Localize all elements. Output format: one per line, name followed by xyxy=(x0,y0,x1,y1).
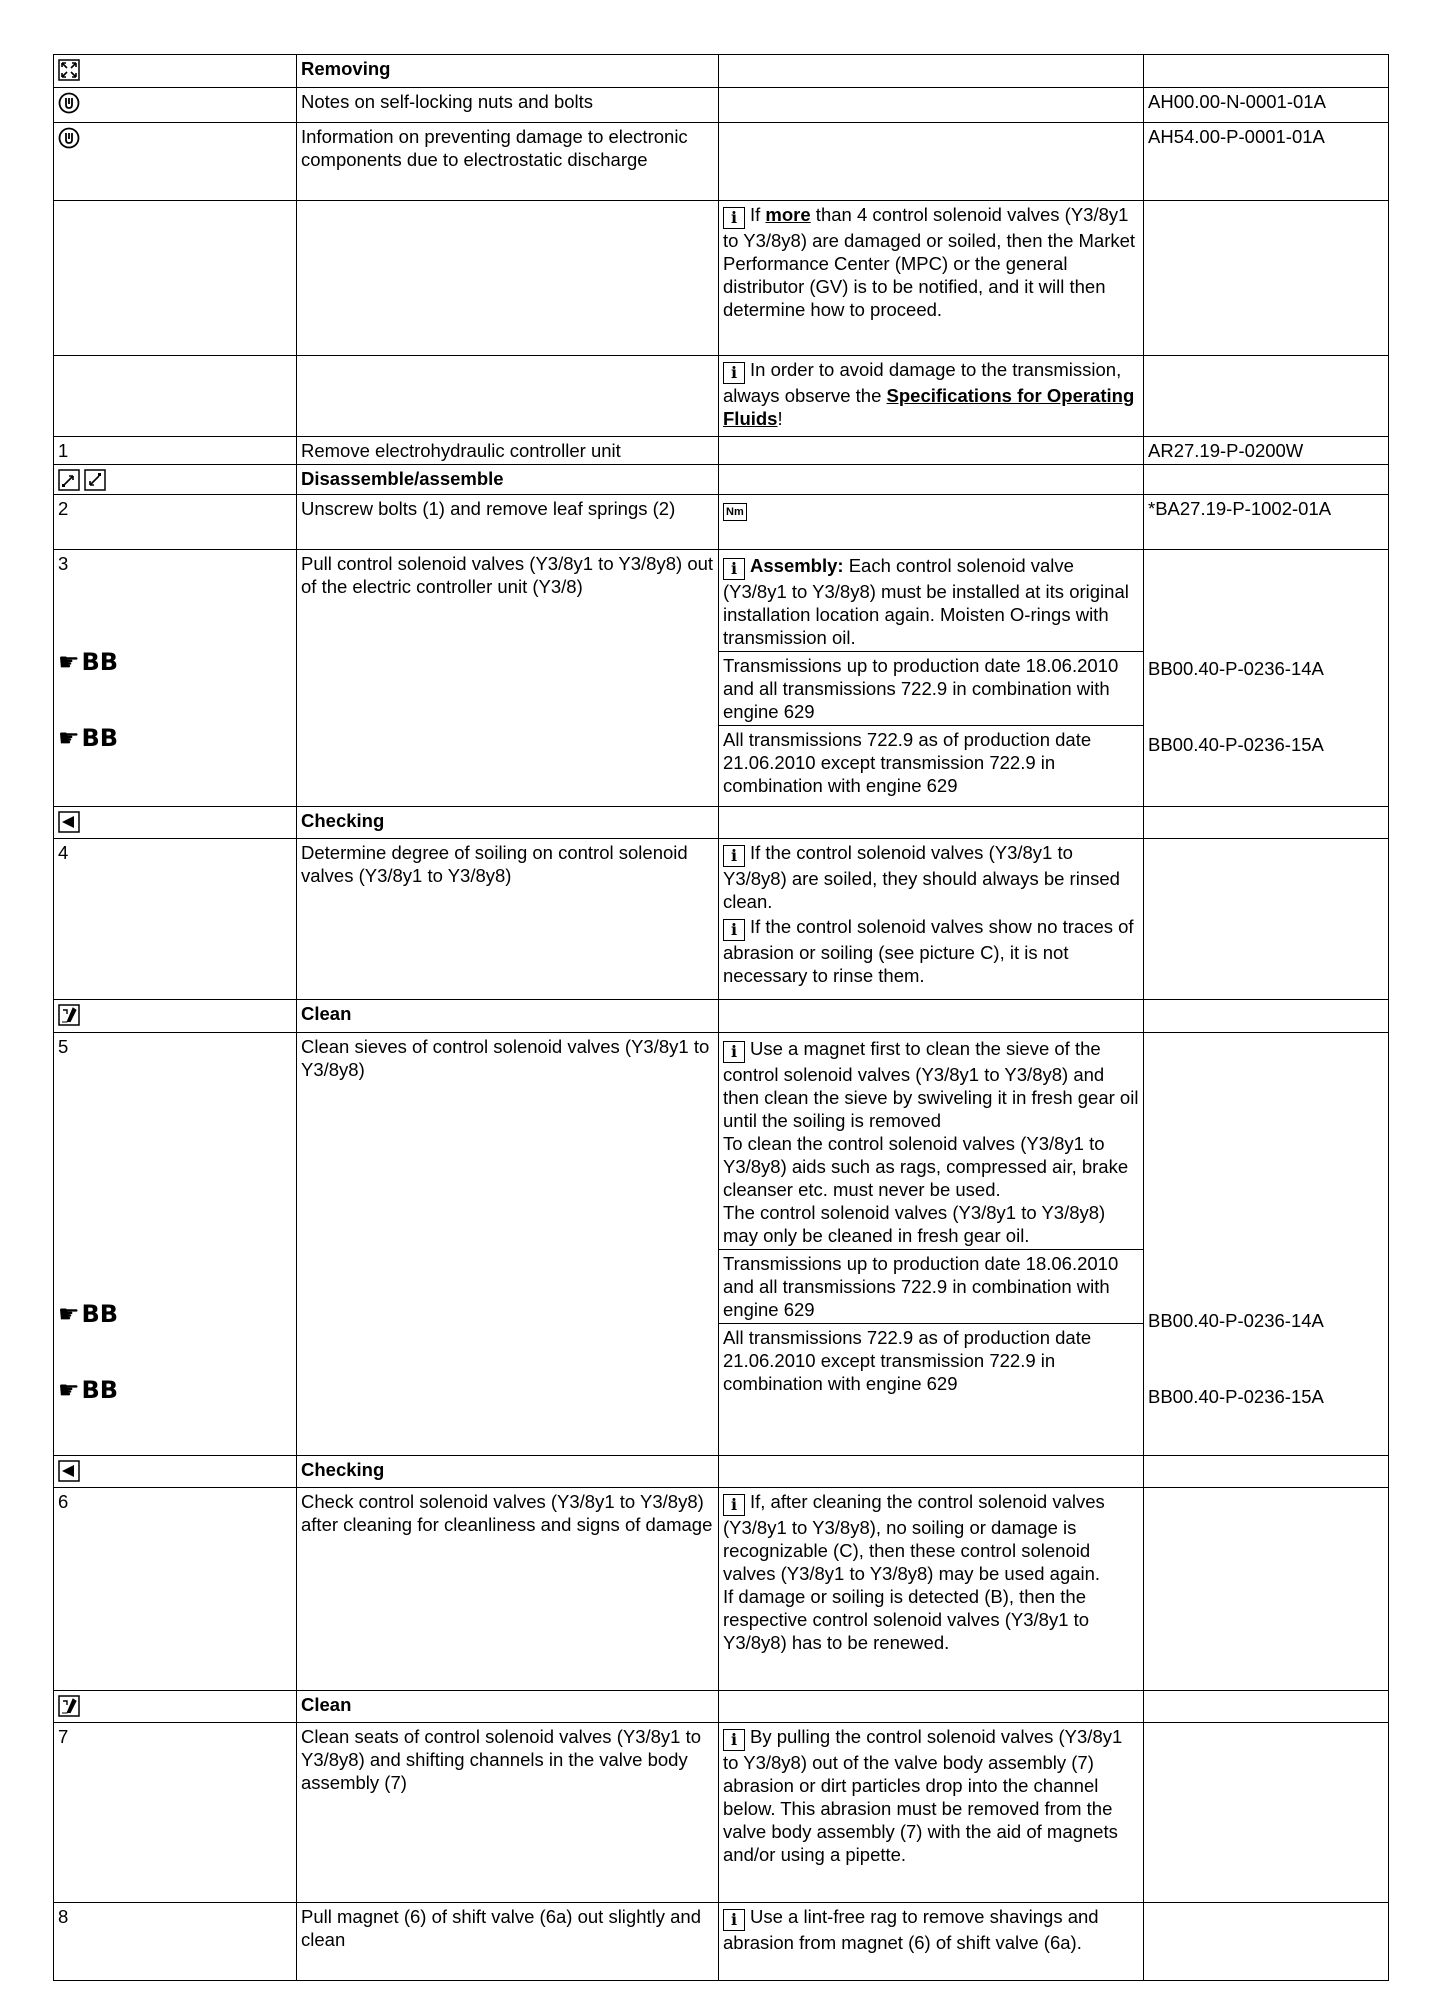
step-text: Pull control solenoid valves (Y3/8y1 to Y3/8y8) out of the electric controller unit (Y3/8) xyxy=(297,550,719,807)
torque-icon: Nm xyxy=(723,503,747,521)
step-text: Clean seats of control solenoid valves (Y3/8y1 to Y3/8y8) and shifting channels in the valve body assembly (7) xyxy=(297,1723,719,1903)
condition-note: All transmissions 722.9 as of production date 21.06.2010 except transmission 722.9 in combination with engine 629 xyxy=(719,725,1143,799)
table-row xyxy=(54,356,1389,437)
info-icon: i xyxy=(723,558,745,580)
step-number: 3 xyxy=(58,553,69,574)
checking-icon xyxy=(58,811,80,833)
info-icon: i xyxy=(723,845,745,867)
table-row xyxy=(54,1456,1389,1488)
table-row xyxy=(54,201,1389,356)
warning-note: The control solenoid valves (Y3/8y1 to Y3/8y8) may only be cleaned in fresh gear oil. xyxy=(723,1202,1106,1246)
notes-icon xyxy=(58,92,80,114)
info-icon: i xyxy=(723,207,745,229)
removing-icon-cell xyxy=(54,55,297,88)
warning-note: If damage or soiling is detected (B), then the respective control solenoid valves (Y3/8y1 to Y3/8y8) has to be renewed. xyxy=(723,1586,1090,1653)
step-text: Clean sieves of control solenoid valves (Y3/8y1 to Y3/8y8) xyxy=(297,1033,719,1456)
disassemble-icon xyxy=(58,469,80,491)
warning-note: To clean the control solenoid valves (Y3/8y1 to Y3/8y8) aids such as rags, compressed air, brake cleanser etc. must never be used. xyxy=(723,1133,1129,1200)
table-row xyxy=(54,1903,1389,1981)
condition-note: All transmissions 722.9 as of production date 21.06.2010 except transmission 722.9 in combination with engine 629 xyxy=(719,1323,1143,1397)
condition-note: Transmissions up to production date 18.06.2010 and all transmissions 722.9 in combination with engine 629 xyxy=(719,651,1143,725)
reference-link[interactable]: AH00.00-N-0001-01A xyxy=(1144,88,1389,123)
section-title: Clean xyxy=(297,1000,719,1033)
condition-note: Transmissions up to production date 18.06.2010 and all transmissions 722.9 in combination with engine 629 xyxy=(719,1249,1143,1323)
step-number: 8 xyxy=(54,1903,297,1981)
section-title: Removing xyxy=(297,55,719,88)
section-title: Disassemble/assemble xyxy=(297,465,719,495)
info-icon: i xyxy=(723,362,745,384)
bb-reference-marker: ☛ BB xyxy=(58,1376,119,1404)
step-number: 2 xyxy=(54,495,297,550)
step-text: Pull magnet (6) of shift valve (6a) out slightly and clean xyxy=(297,1903,719,1981)
step-text: Information on preventing damage to electronic components due to electrostatic discharge xyxy=(297,123,719,201)
info-icon: i xyxy=(723,919,745,941)
step-text: Determine degree of soiling on control solenoid valves (Y3/8y1 to Y3/8y8) xyxy=(297,839,719,1000)
disassemble-removal-icon xyxy=(58,59,80,81)
table-row xyxy=(54,1488,1389,1691)
reference-link[interactable]: BB00.40-P-0236-15A xyxy=(1148,734,1324,755)
info-icon: i xyxy=(723,1494,745,1516)
info-note: i If the control solenoid valves show no traces of abrasion or soiling (see picture C), it is not necessary to rinse them. xyxy=(723,916,1134,986)
info-note: i If more than 4 control solenoid valves (Y3/8y1 to Y3/8y8) are damaged or soiled, then the Market Performance Center (MPC) or the general distributor (GV) is to be notified, and it will then determine how to proceed. xyxy=(719,201,1144,356)
pointing-hand-icon: ☛ xyxy=(58,1300,80,1328)
step-number: 4 xyxy=(54,839,297,1000)
info-icon: i xyxy=(723,1729,745,1751)
procedure-table xyxy=(53,54,1389,1981)
step-text: Check control solenoid valves (Y3/8y1 to Y3/8y8) after cleaning for cleanliness and signs of damage xyxy=(297,1488,719,1691)
info-note: i By pulling the control solenoid valves (Y3/8y1 to Y3/8y8) out of the valve body assembly (7) abrasion or dirt particles drop into the channel below. This abrasion must be removed from the valve body assembly (7) with the aid of magnets and/or using a pipette. xyxy=(723,1726,1123,1865)
reference-link[interactable]: BB00.40-P-0236-15A xyxy=(1148,1386,1324,1407)
step-number: 6 xyxy=(54,1488,297,1691)
step-text: Notes on self-locking nuts and bolts xyxy=(297,88,719,123)
section-title: Checking xyxy=(297,807,719,839)
reference-link[interactable]: BB00.40-P-0236-14A xyxy=(1148,658,1324,679)
table-row xyxy=(54,495,1389,550)
assemble-icon xyxy=(84,469,106,491)
table-row xyxy=(54,1723,1389,1903)
table-row xyxy=(54,465,1389,495)
table-row xyxy=(54,88,1389,123)
bb-reference-marker: ☛ BB xyxy=(58,724,119,752)
section-title: Clean xyxy=(297,1691,719,1723)
info-icon: i xyxy=(723,1041,745,1063)
checking-icon xyxy=(58,1460,80,1482)
table-row xyxy=(54,1691,1389,1723)
notes-icon xyxy=(58,127,80,149)
info-note: i Use a lint-free rag to remove shavings and abrasion from magnet (6) of shift valve (6a). xyxy=(723,1906,1099,1953)
step-text: Remove electrohydraulic controller unit xyxy=(297,437,719,465)
reference-link[interactable]: AH54.00-P-0001-01A xyxy=(1144,123,1389,201)
info-note: i If, after cleaning the control solenoid valves (Y3/8y1 to Y3/8y8), no soiling or damage is recognizable (C), then these control solenoid valves (Y3/8y1 to Y3/8y8) may be used again. xyxy=(723,1491,1105,1584)
info-note: i Use a magnet first to clean the sieve of the control solenoid valves (Y3/8y1 to Y3/8y8) and then clean the sieve by swiveling it in fresh gear oil until the soiling is removed xyxy=(723,1038,1139,1131)
table-row xyxy=(54,1000,1389,1033)
procedure-page xyxy=(53,54,1388,1981)
table-row xyxy=(54,1033,1389,1456)
table-row xyxy=(54,55,1389,88)
table-row xyxy=(54,807,1389,839)
step-number: 7 xyxy=(54,1723,297,1903)
info-note: i In order to avoid damage to the transmission, always observe the Specifications for Operating Fluids! xyxy=(719,356,1144,437)
pointing-hand-icon: ☛ xyxy=(58,1376,80,1404)
table-row xyxy=(54,550,1389,807)
step-number: 5 xyxy=(58,1036,69,1057)
reference-link[interactable]: BB00.40-P-0236-14A xyxy=(1148,1310,1324,1331)
bb-reference-marker: ☛ BB xyxy=(58,1300,119,1328)
reference-link[interactable]: AR27.19-P-0200W xyxy=(1144,437,1389,465)
reference-link[interactable]: *BA27.19-P-1002-01A xyxy=(1144,495,1389,550)
step-number: 1 xyxy=(54,437,297,465)
clean-icon xyxy=(58,1695,80,1717)
pointing-hand-icon: ☛ xyxy=(58,724,80,752)
table-row xyxy=(54,437,1389,465)
table-row xyxy=(54,839,1389,1000)
info-icon: i xyxy=(723,1909,745,1931)
assembly-note: i Assembly: Each control solenoid valve (Y3/8y1 to Y3/8y8) must be installed at its original installation location again. Moisten O-rings with transmission oil. xyxy=(723,555,1129,648)
pointing-hand-icon: ☛ xyxy=(58,648,80,676)
section-title: Checking xyxy=(297,1456,719,1488)
operating-fluids-link[interactable]: Specifications for Operating Fluids xyxy=(723,385,1135,429)
step-text: Unscrew bolts (1) and remove leaf springs (2) xyxy=(297,495,719,550)
clean-icon xyxy=(58,1004,80,1026)
info-note: i If the control solenoid valves (Y3/8y1 to Y3/8y8) are soiled, they should always be rinsed clean. xyxy=(723,842,1120,912)
bb-reference-marker: ☛ BB xyxy=(58,648,119,676)
table-row xyxy=(54,123,1389,201)
